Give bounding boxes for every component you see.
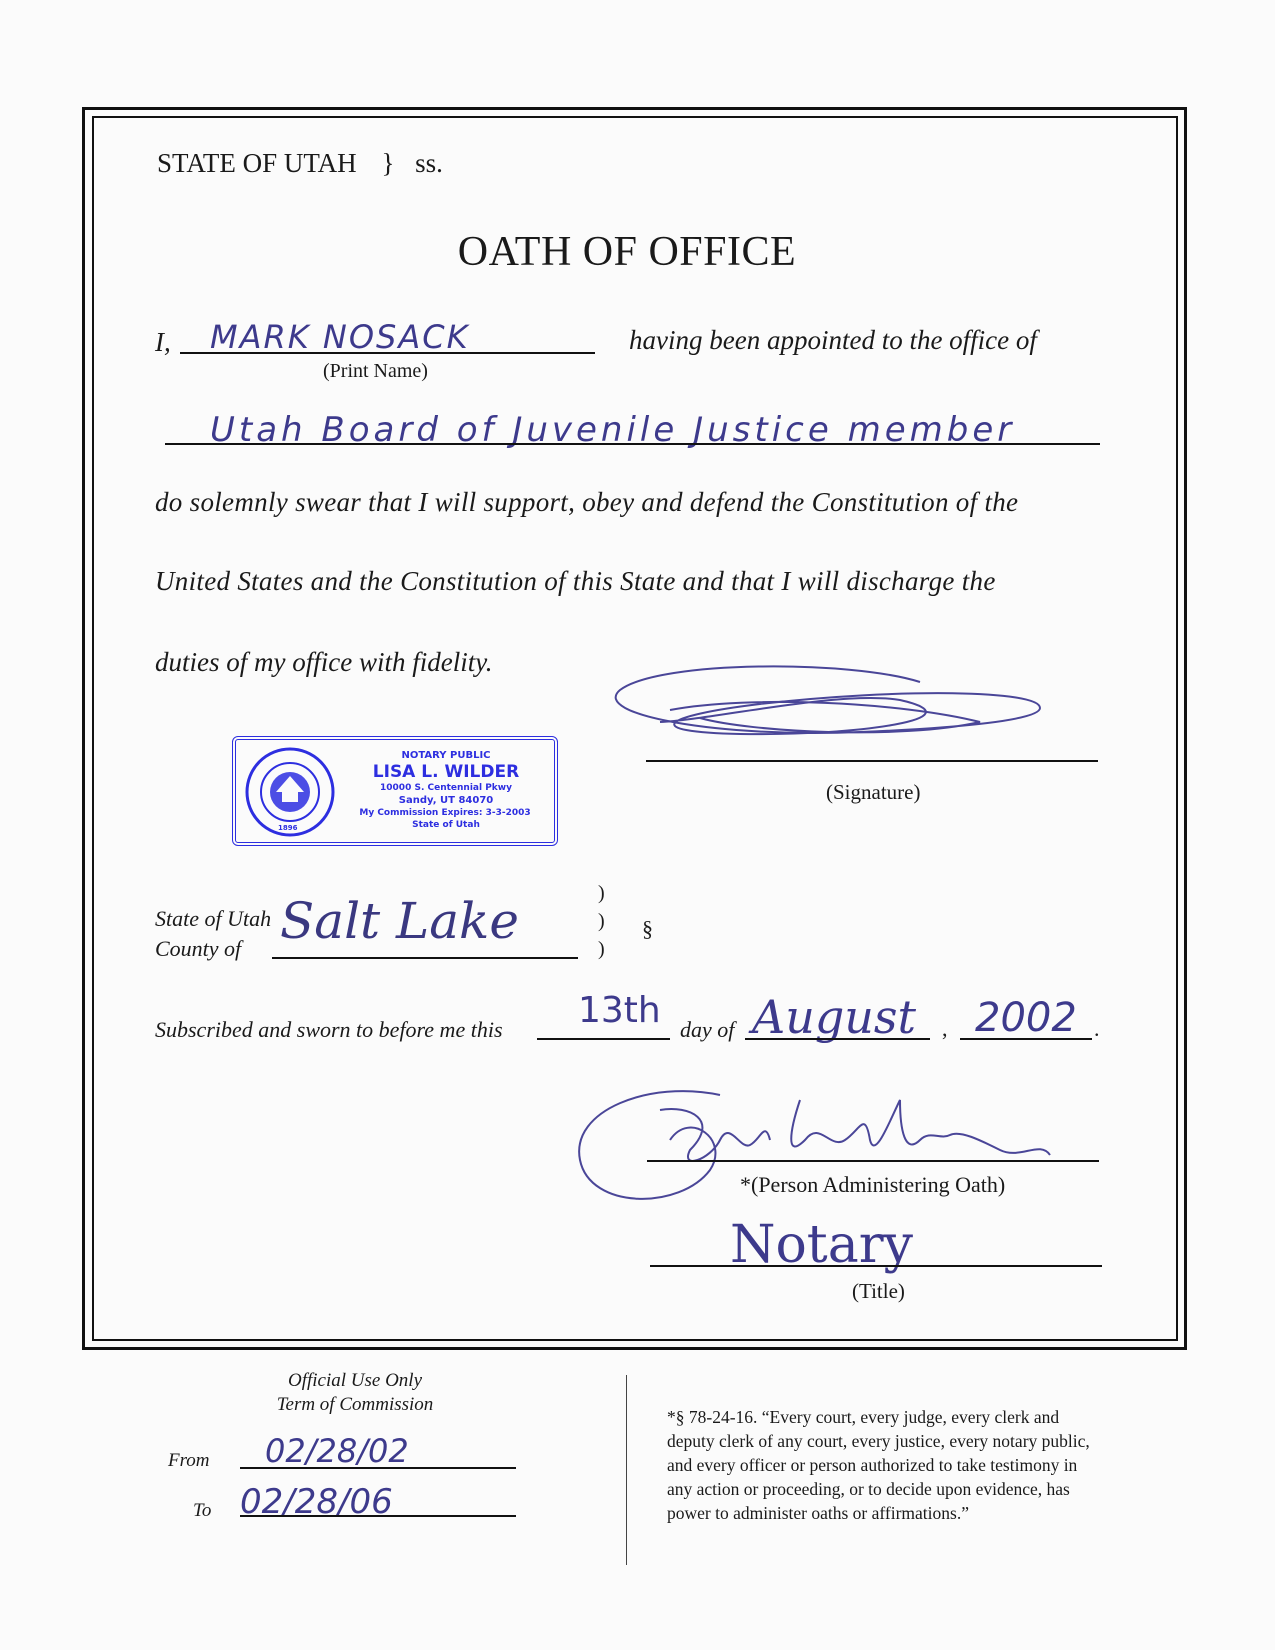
from-value: 02/28/02 (265, 1432, 409, 1470)
official-heading-1: Official Use Only (287, 1370, 423, 1391)
venue-state-label: State of Utah (155, 906, 272, 931)
oath-line-3: duties of my office with fidelity. (155, 647, 493, 677)
subscribed-period: . (1094, 1016, 1100, 1041)
appointee-signature (600, 660, 1060, 770)
from-line (240, 1467, 516, 1469)
county-line (272, 957, 578, 959)
oath-i: I, (155, 327, 171, 357)
seal-commission: My Commission Expires: 3-3-2003 (359, 808, 531, 818)
administering-line (647, 1160, 1099, 1162)
seal-name: LISA L. WILDER (372, 762, 520, 782)
print-name-label: (Print Name) (323, 360, 428, 382)
to-label: To (193, 1500, 212, 1521)
notary-seal-stamp (232, 736, 558, 846)
title-label: (Title) (852, 1279, 905, 1303)
title-line (650, 1265, 1102, 1267)
appointee-name: MARK NOSACK (210, 318, 470, 356)
subscribed-year: 2002 (975, 995, 1077, 1041)
footnote-line-5: power to administer oaths or affirmations.” (667, 1503, 969, 1523)
subscribed-month: August (752, 990, 917, 1044)
to-value: 02/28/06 (240, 1482, 393, 1522)
official-heading-2: Term of Commission (276, 1394, 434, 1415)
title-value: Notary (730, 1215, 913, 1275)
seal-ring-year: 1896 (278, 824, 298, 832)
subscribed-day: 13th (578, 990, 661, 1031)
subscribed-day-of: day of (680, 1017, 735, 1042)
signature-line (646, 760, 1098, 762)
subscribed-comma: , (942, 1016, 948, 1041)
venue-paren-2: ) (598, 910, 605, 932)
document-title: OATH OF OFFICE (457, 229, 797, 275)
notary-signature (570, 1080, 1090, 1220)
state-header (157, 148, 443, 179)
seal-state: State of Utah (412, 820, 480, 830)
footnote-line-3: and every officer or person authorized to take testimony in (667, 1455, 1078, 1475)
footnote-line-4: any action or proceeding, or to decide upon evidence, has (667, 1479, 1070, 1499)
venue-county-label: County of (155, 936, 242, 961)
oath-line-1: do solemnly swear that I will support, obey and defend the Constitution of the (155, 487, 1019, 517)
to-line (240, 1515, 516, 1517)
signature-label: (Signature) (826, 780, 921, 804)
ss-label: ss. (415, 148, 443, 178)
venue-paren-1: ) (598, 882, 605, 904)
day-line (537, 1038, 670, 1040)
seal-address-2: Sandy, UT 84070 (398, 795, 494, 806)
administering-label: *(Person Administering Oath) (740, 1172, 1006, 1197)
appointed-text: having been appointed to the office of (629, 325, 1037, 355)
office-title: Utah Board of Juvenile Justice member (210, 410, 1016, 450)
office-line (165, 443, 1100, 445)
seal-title: NOTARY PUBLIC (401, 750, 491, 761)
venue-paren-3: ) (598, 938, 605, 960)
name-line (180, 352, 595, 354)
year-line (960, 1038, 1092, 1040)
oath-line-2: United States and the Constitution of this State and that I will discharge the (155, 566, 996, 596)
section-divider (626, 1375, 627, 1565)
venue-county-value: Salt Lake (280, 892, 519, 950)
footnote-line-2: deputy clerk of any court, every justice, every notary public, (667, 1431, 1090, 1451)
subscribed-text: Subscribed and sworn to before me this (155, 1017, 503, 1042)
brace: } (381, 148, 395, 178)
footnote-line-1: *§ 78-24-16. “Every court, every judge, every clerk and (667, 1407, 1060, 1427)
seal-address-1: 10000 S. Centennial Pkwy (380, 783, 512, 793)
month-line (745, 1038, 930, 1040)
footnote (667, 1405, 1090, 1525)
state-label: STATE OF UTAH (157, 148, 357, 178)
venue-section-symbol: § (642, 916, 653, 941)
from-label: From (168, 1450, 210, 1471)
